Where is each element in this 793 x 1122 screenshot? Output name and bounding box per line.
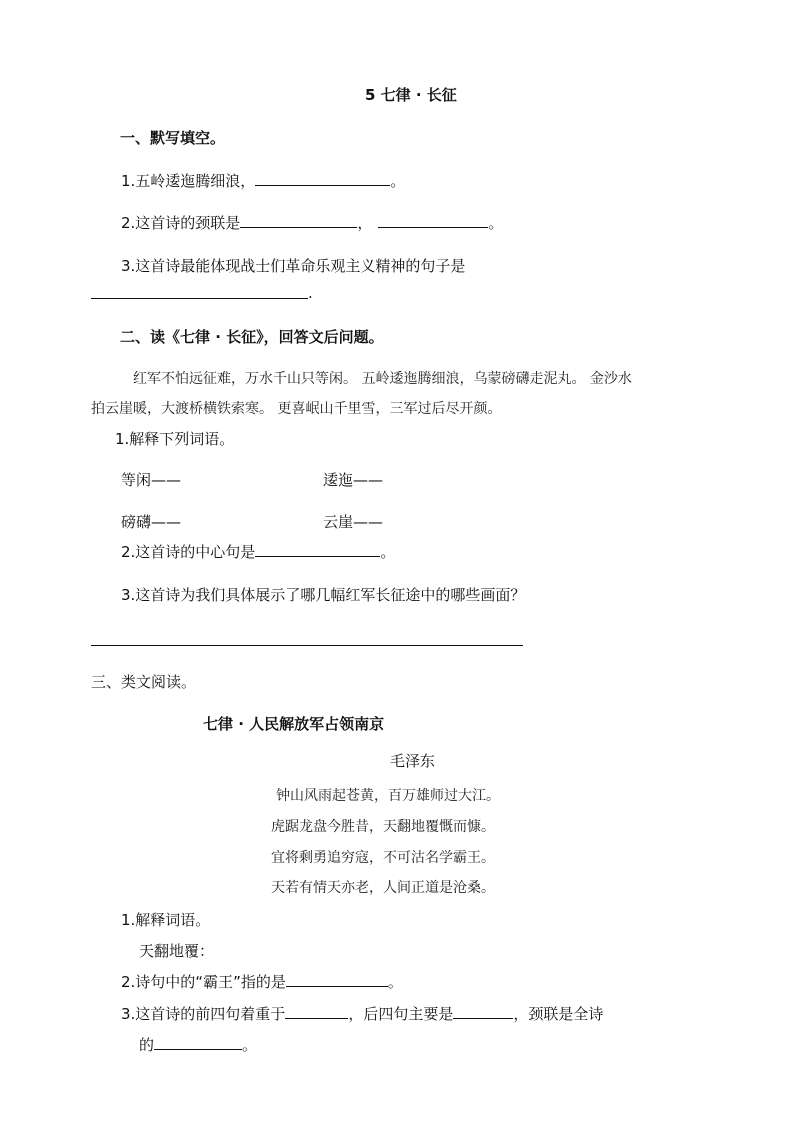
question-text: ，颈联是全诗 [513, 1005, 604, 1023]
section3-question-3 [121, 1004, 603, 1024]
poem-line: 天若有情天亦老，人间正道是沧桑。 [271, 880, 495, 896]
answer-blank[interactable] [240, 213, 357, 228]
answer-line[interactable] [91, 645, 523, 646]
section1-question-3: 3.这首诗最能体现战士们革命乐观主义精神的句子是 [121, 257, 466, 275]
poem-line: 钟山风雨起苍黄，百万雄师过大江。 [276, 788, 500, 804]
poem-text-line: 拍云崖暖，大渡桥横铁索寒。 更喜岷山千里雪，三军过后尽开颜。 [91, 401, 502, 417]
poem-text-line: 红军不怕远征难，万水千山只等闲。 五岭逶迤腾细浪，乌蒙磅礴走泥丸。 金沙水 [133, 371, 632, 387]
question-text: 。 [242, 1036, 258, 1054]
question-text: 。 [488, 214, 504, 232]
section1-question-1 [121, 171, 405, 191]
section2-question-3: 3.这首诗为我们具体展示了哪几幅红军长征途中的哪些画面？ [121, 586, 526, 604]
question-text: 。 [390, 172, 406, 190]
section1-heading: 一、默写填空。 [120, 129, 226, 147]
section3-heading: 三、类文阅读。 [91, 673, 197, 691]
question-text: 1.五岭逶迤腾细浪， [121, 172, 256, 190]
poem-line: 宜将剩勇追穷寇，不可沽名学霸王。 [271, 850, 495, 866]
question-text: ，后四句主要是 [348, 1005, 454, 1023]
poem-title: 七律 · 人民解放军占领南京 [203, 715, 385, 733]
question-text: 3.这首诗的前四句着重于 [121, 1005, 286, 1023]
answer-blank[interactable] [255, 542, 380, 557]
term-label: 磅礴—— [121, 513, 182, 531]
question-text: ， [357, 214, 373, 232]
section2-question-1: 1.解释下列词语。 [115, 430, 235, 448]
answer-blank[interactable] [378, 213, 488, 228]
answer-blank[interactable] [285, 1004, 348, 1019]
answer-blank[interactable] [154, 1035, 242, 1050]
section1-question-2 [121, 213, 503, 233]
question-text: 。 [380, 543, 396, 561]
term-label: 逶迤—— [323, 471, 384, 489]
section2-question-2 [121, 542, 395, 562]
question-text: 2.这首诗的中心句是 [121, 543, 256, 561]
answer-line-end: . [308, 284, 313, 302]
answer-blank[interactable] [453, 1004, 513, 1019]
section2-heading: 二、读《七律 · 长征》，回答文后问题。 [120, 328, 384, 346]
answer-blank[interactable] [255, 171, 390, 186]
term-label: 等闲—— [121, 471, 182, 489]
question-text: 2.诗句中的“霸王”指的是 [121, 973, 286, 991]
answer-line[interactable] [91, 298, 308, 299]
term-label: 云崖—— [323, 513, 384, 531]
poem-line: 虎踞龙盘今胜昔，天翻地覆慨而慷。 [271, 819, 495, 835]
question-text: 。 [387, 973, 403, 991]
section3-question-3-continued [139, 1035, 257, 1055]
poem-author: 毛泽东 [390, 752, 436, 770]
section3-question-1: 1.解释词语。 [121, 911, 211, 929]
section3-question-2 [121, 972, 403, 992]
answer-blank[interactable] [286, 972, 388, 987]
question-text: 2.这首诗的颈联是 [121, 214, 241, 232]
question-text: 的 [139, 1036, 155, 1054]
section3-term: 天翻地覆： [139, 942, 215, 960]
page-title: 5 七律 · 长征 [365, 86, 457, 104]
